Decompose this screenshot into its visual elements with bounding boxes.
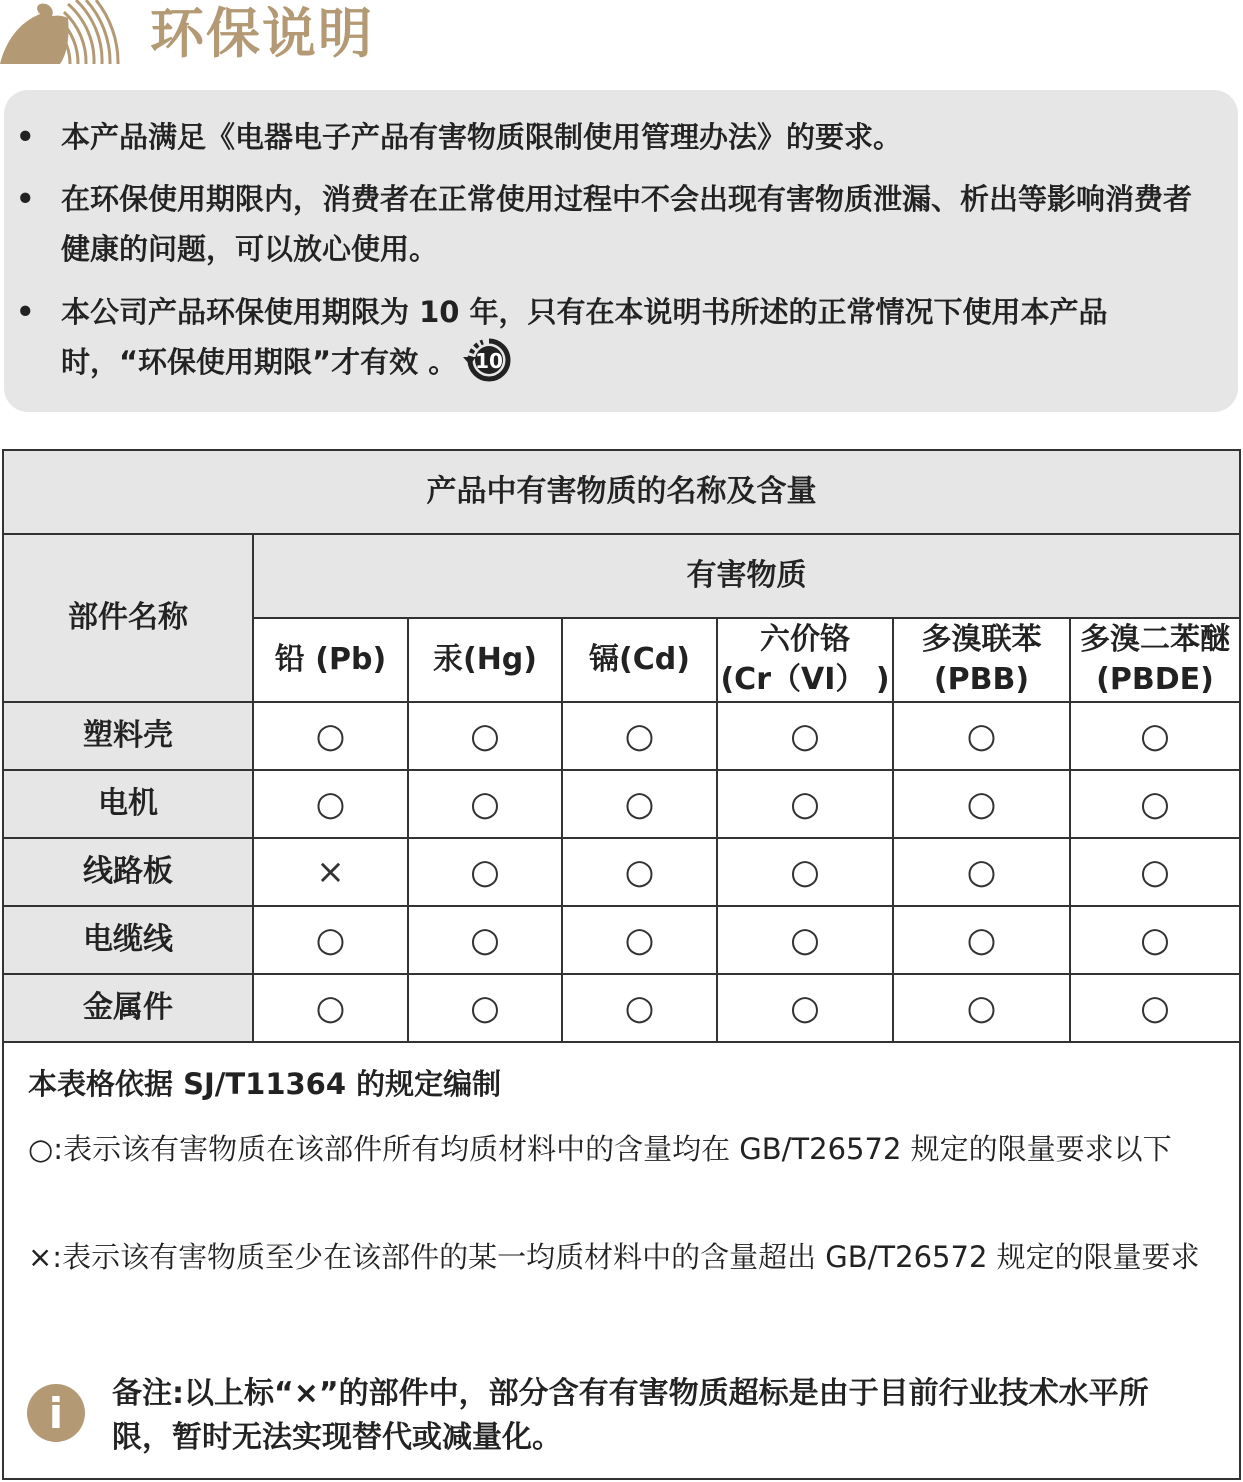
table-cell: ○ bbox=[1071, 771, 1239, 839]
bullet-text-wrap bbox=[61, 287, 1211, 387]
cross-legend-note: ×:表示该有害物质至少在该部件的某一均质材料中的含量超出 GB/T26572 规定的限量要求 bbox=[28, 1240, 1200, 1274]
epup-icon-text: 10 bbox=[475, 349, 504, 373]
table-cell: ○ bbox=[1071, 703, 1239, 771]
table-cell: ○ bbox=[894, 703, 1071, 771]
table-cell: ○ bbox=[409, 839, 563, 907]
table-cell: ○ bbox=[409, 771, 563, 839]
table-cell: ○ bbox=[254, 975, 409, 1043]
brand-logo bbox=[0, 0, 130, 70]
page-title: 环保说明 bbox=[150, 2, 374, 65]
table-cell: ○ bbox=[718, 703, 894, 771]
circle-legend-note: ○:表示该有害物质在该部件所有均质材料中的含量均在 GB/T26572 规定的限量要求以下 bbox=[28, 1132, 1172, 1166]
bullet-dot: • bbox=[16, 120, 35, 154]
bullet-text: 本产品满足《电器电子产品有害物质限制使用管理办法》的要求。 bbox=[61, 120, 903, 154]
bullet-text: 本公司产品环保使用期限为 10 年，只有在本说明书所述的正常情况下使用本产品时，“环保使用期限”才有效 。 bbox=[61, 295, 1108, 379]
table-cell: ○ bbox=[563, 771, 718, 839]
table-cell: ○ bbox=[409, 907, 563, 975]
info-icon-glyph: i bbox=[48, 1389, 64, 1438]
row-part-name: 塑料壳 bbox=[4, 703, 254, 771]
bullet-dot: • bbox=[16, 182, 35, 216]
table-cell: ○ bbox=[254, 907, 409, 975]
table-cell: ○ bbox=[894, 771, 1071, 839]
part-name-header: 部件名称 bbox=[4, 535, 254, 703]
table-cell: ○ bbox=[718, 771, 894, 839]
table-cell: ○ bbox=[254, 771, 409, 839]
table-cell: ○ bbox=[894, 907, 1071, 975]
bullet-dot: • bbox=[16, 295, 35, 329]
substance-group-header: 有害物质 bbox=[254, 535, 1239, 619]
table-cell: ○ bbox=[894, 839, 1071, 907]
row-part-name: 线路板 bbox=[4, 839, 254, 907]
column-header-pbb: 多溴联苯 (PBB) bbox=[894, 619, 1071, 703]
row-part-name: 金属件 bbox=[4, 975, 254, 1043]
hazardous-substance-table bbox=[2, 449, 1241, 1480]
table-cell: ○ bbox=[1071, 907, 1239, 975]
table-basis-note: 本表格依据 SJ/T11364 的规定编制 bbox=[28, 1067, 502, 1101]
table-cell: ○ bbox=[563, 839, 718, 907]
column-header-hg: 汞(Hg) bbox=[409, 619, 563, 703]
table-cell: ○ bbox=[409, 975, 563, 1043]
table-cell: ○ bbox=[409, 703, 563, 771]
table-cell: ○ bbox=[894, 975, 1071, 1043]
table-cell: ○ bbox=[718, 975, 894, 1043]
row-part-name: 电缆线 bbox=[4, 907, 254, 975]
table-cell: ○ bbox=[563, 703, 718, 771]
table-caption: 产品中有害物质的名称及含量 bbox=[4, 451, 1239, 535]
table-cell: ○ bbox=[563, 907, 718, 975]
bullet-text: 在环保使用期限内，消费者在正常使用过程中不会出现有害物质泄漏、析出等影响消费者健康的问题，可以放心使用。 bbox=[61, 182, 1193, 266]
info-icon bbox=[26, 1383, 86, 1443]
table-cell: ○ bbox=[563, 975, 718, 1043]
column-header-pb: 铅 (Pb) bbox=[254, 619, 409, 703]
column-header-cr6: 六价铬 (Cr（VI） ) bbox=[718, 619, 894, 703]
table-cell: × bbox=[254, 839, 409, 907]
table-cell: ○ bbox=[718, 907, 894, 975]
remark-note: 备注:以上标“×”的部件中，部分含有有害物质超标是由于目前行业技术水平所限，暂时无法实现替代或减量化。 bbox=[112, 1376, 1149, 1455]
table-cell: ○ bbox=[718, 839, 894, 907]
info-panel bbox=[4, 90, 1238, 412]
row-part-name: 电机 bbox=[4, 771, 254, 839]
table-cell: ○ bbox=[1071, 975, 1239, 1043]
column-header-pbde: 多溴二苯醚 (PBDE) bbox=[1071, 619, 1239, 703]
epup-10-icon bbox=[463, 337, 515, 383]
table-cell: ○ bbox=[254, 703, 409, 771]
page-header bbox=[0, 0, 1243, 80]
table-cell: ○ bbox=[1071, 839, 1239, 907]
column-header-cd: 镉(Cd) bbox=[563, 619, 718, 703]
